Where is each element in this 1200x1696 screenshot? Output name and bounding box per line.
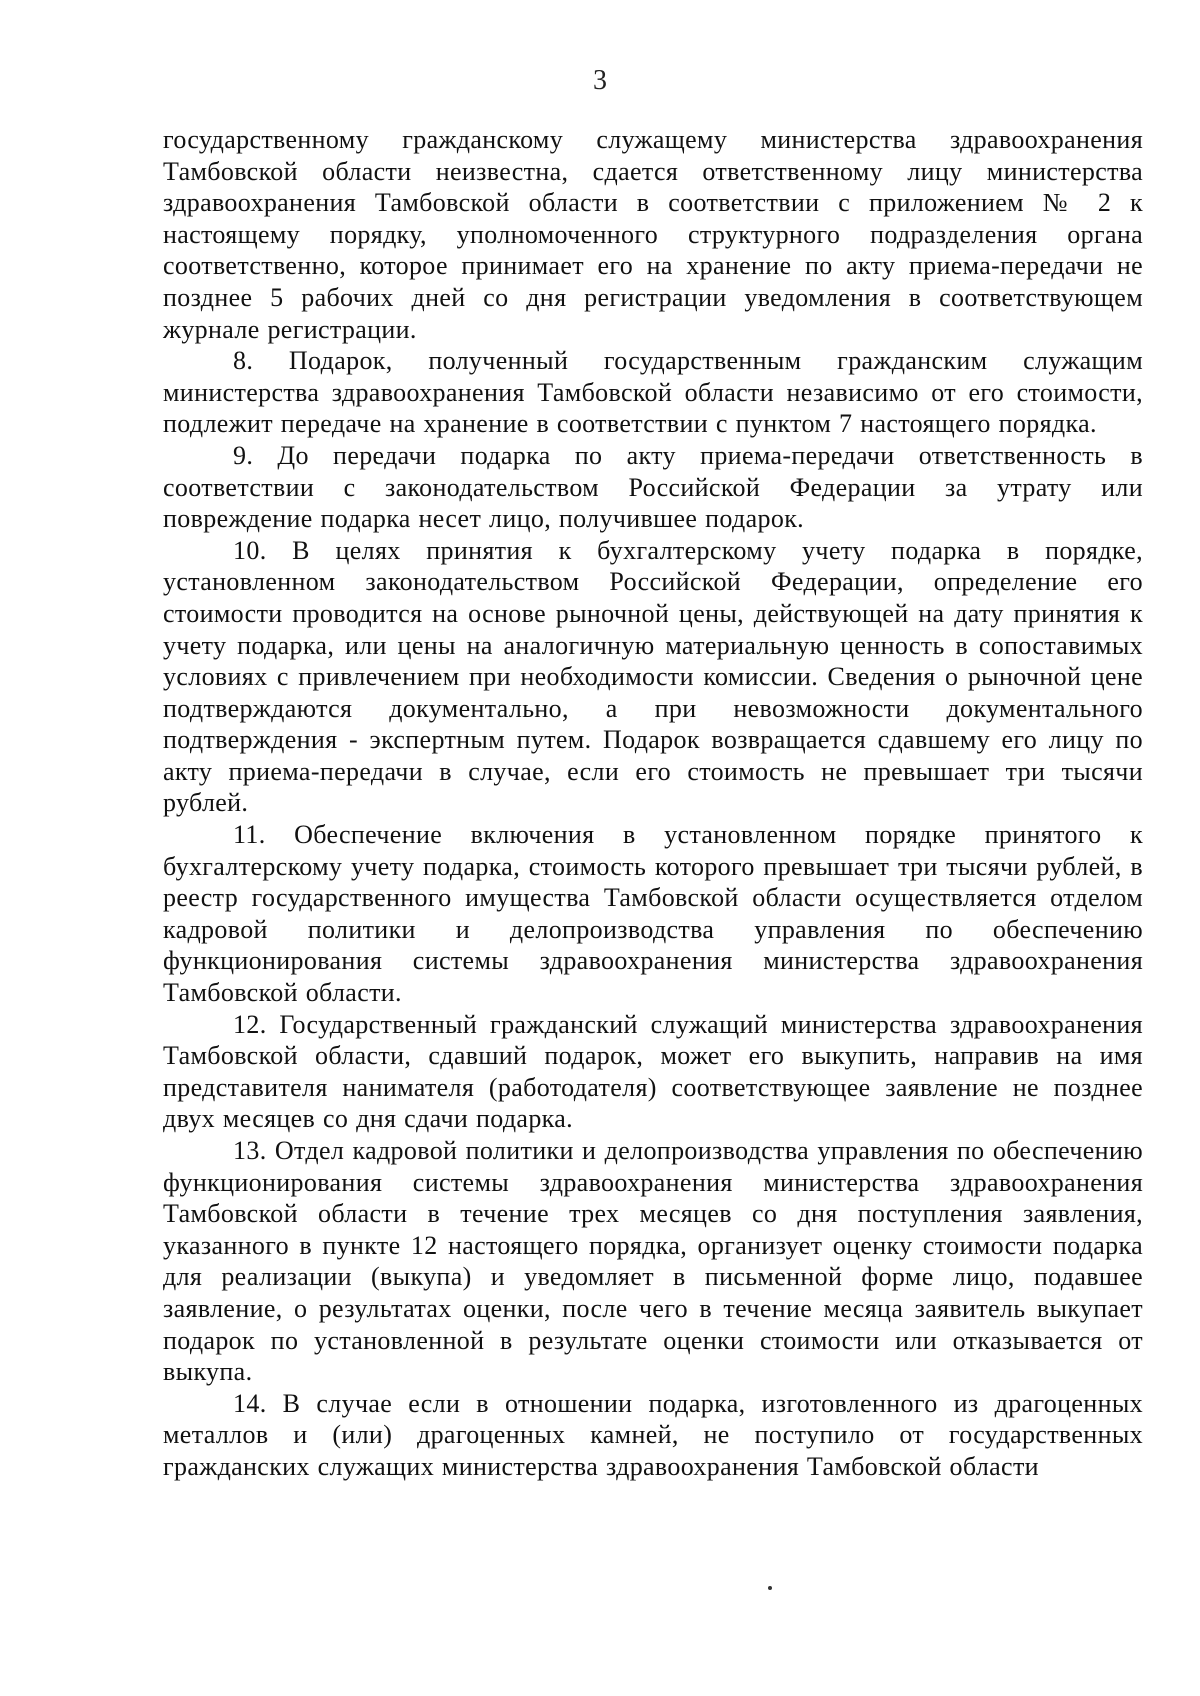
page-number: 3 [593, 65, 607, 96]
paragraph-13: 13. Отдел кадровой политики и делопроизводства управления по обеспечению функционирования системы здравоохранения министерства здравоохранения Тамбовской области в течение трех месяцев со дня поступления заявления, указанного в пункте 12 настоящего порядка, организует оценку стоимости подарка для реализации (выкупа) и уведомляет в письменной форме лицо, подавшее заявление, о результатах оценки, после чего в течение месяца заявитель выкупает подарок по установленной в результате оценки стоимости или отказывается от выкупа. [163, 1136, 1143, 1387]
paragraph-11: 11. Обеспечение включения в установленном порядке принятого к бухгалтерскому учету подарка, стоимость которого превышает три тысячи рублей, в реестр государственного имущества Тамбовской области осуществляется отделом кадровой политики и делопроизводства управления по обеспечению функционирования системы здравоохранения министерства здравоохранения Тамбовской области. [163, 820, 1143, 1008]
paragraph-9: 9. До передачи подарка по акту приема-передачи ответственность в соответствии с законодательством Российской Федерации за утрату или повреждение подарка несет лицо, получившее подарок. [163, 440, 1143, 534]
document-body [163, 124, 1143, 1483]
paragraph-continuation: государственному гражданскому служащему министерства здравоохранения Тамбовской области неизвестна, сдается ответственному лицу министерства здравоохранения Тамбовской области в соответствии с приложением № 2 к настоящему порядку, уполномоченного структурного подразделения органа соответственно, которое принимает его на хранение по акту приема-передачи не позднее 5 рабочих дней со дня регистрации уведомления в соответствующем журнале регистрации. [163, 125, 1143, 344]
paragraph-8: 8. Подарок, полученный государственным гражданским служащим министерства здравоохранения Тамбовской области независимо от его стоимости, подлежит передаче на хранение в соответствии с пунктом 7 настоящего порядка. [163, 346, 1143, 439]
paragraph-14: 14. В случае если в отношении подарка, изготовленного из драгоценных металлов и (или) драгоценных камней, не поступило от государственных гражданских служащих министерства здравоохранения Тамбовской области [163, 1388, 1143, 1481]
paragraph-12: 12. Государственный гражданский служащий министерства здравоохранения Тамбовской области, сдавший подарок, может его выкупить, направив на имя представителя нанимателя (работодателя) соответствующее заявление не позднее двух месяцев со дня сдачи подарка. [163, 1009, 1143, 1134]
scan-dot-mark [768, 1586, 772, 1590]
paragraph-10: 10. В целях принятия к бухгалтерскому учету подарка в порядке, установленном законодательством Российской Федерации, определение его стоимости проводится на основе рыночной цены, действующей на дату принятия к учету подарка, или цены на аналогичную материальную ценность в сопоставимых условиях с привлечением при необходимости комиссии. Сведения о рыночной цене подтверждаются документально, а при невозможности документального подтверждения - экспертным путем. Подарок возвращается сдавшему его лицу по акту приема-передачи в случае, если его стоимость не превышает три тысячи рублей. [163, 535, 1143, 818]
